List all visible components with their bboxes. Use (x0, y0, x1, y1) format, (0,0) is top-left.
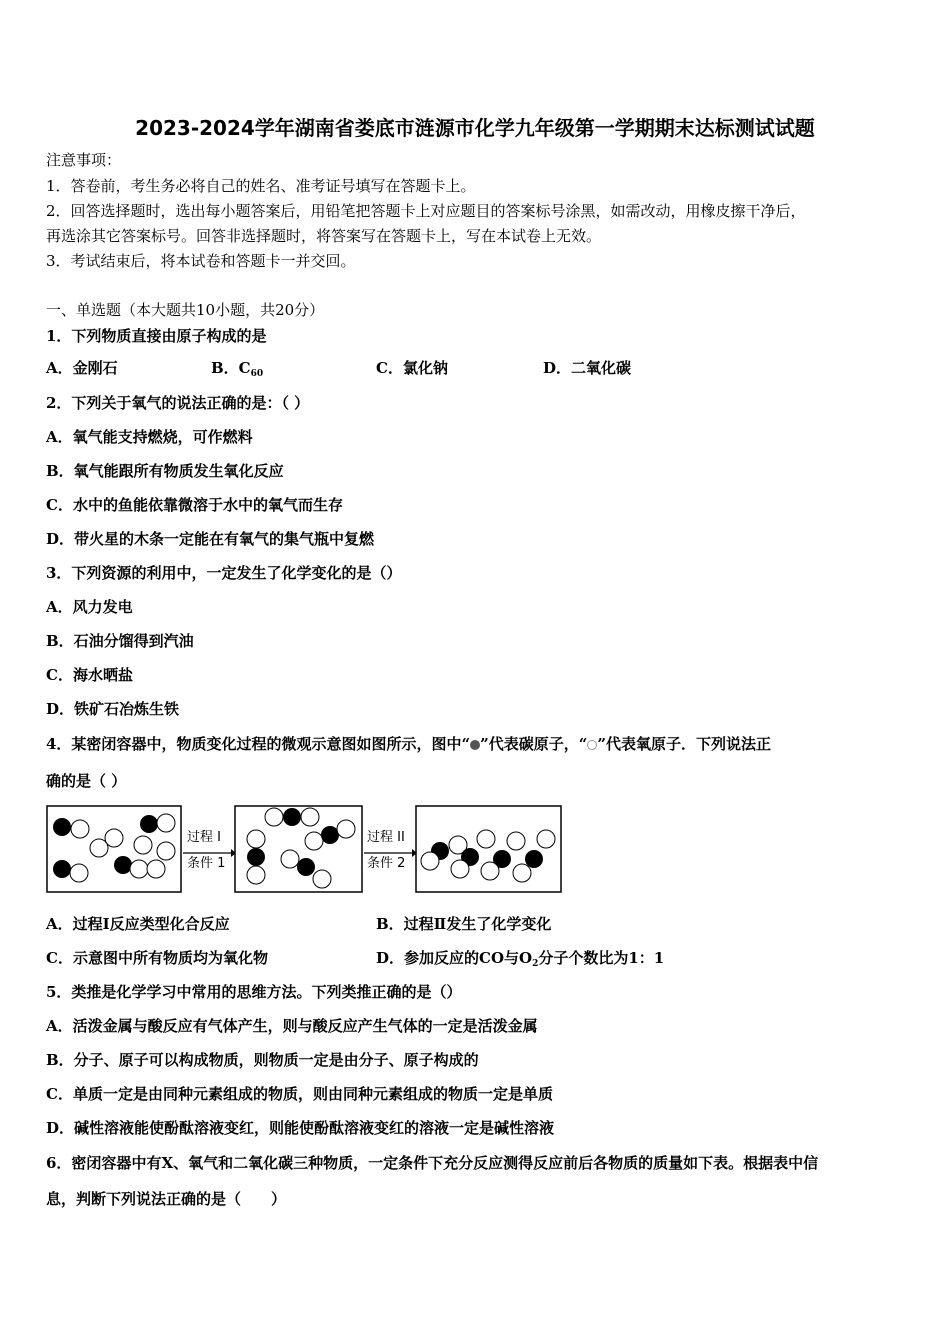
notes-item: 1．答卷前，考生务必将自己的姓名、准考证号填写在答题卡上。 (46, 177, 476, 195)
oxygen-atom (313, 870, 331, 888)
oxygen-atom (513, 864, 531, 882)
q5-option-b: B．分子、原子可以构成物质，则物质一定是由分子、原子构成的 (46, 1051, 479, 1069)
q1-option-b: B．$C_{60}$ (211, 359, 264, 379)
oxygen-atom (421, 852, 439, 870)
oxygen-atom (537, 830, 555, 848)
carbon-atom (321, 826, 339, 844)
question-4-stem-cont: 确的是（ ） (46, 772, 127, 790)
q5-option-a: A．活泼金属与酸反应有气体产生，则与酸反应产生气体的一定是活泼金属 (46, 1017, 538, 1035)
oxygen-atom (90, 839, 108, 857)
carbon-atom (53, 860, 71, 878)
notes-item: 3．考试结束后，将本试卷和答题卡一并交回。 (46, 252, 356, 270)
q2-option-c: C．水中的鱼能依靠微溶于水中的氧气而生存 (46, 496, 343, 514)
reaction-diagram (46, 803, 566, 895)
notes-heading: 注意事项： (46, 151, 122, 169)
q3-option-a: A．风力发电 (46, 598, 133, 616)
question-1-stem: 1．下列物质直接由原子构成的是 (46, 327, 267, 345)
oxygen-atom (70, 864, 88, 882)
question-3-stem: 3．下列资源的利用中，一定发生了化学变化的是（） (46, 564, 402, 582)
carbon-atom (297, 858, 315, 876)
oxygen-atom (337, 820, 355, 838)
q4-option-c: C．示意图中所有物质均为氧化物 (46, 949, 268, 967)
oxygen-atom (477, 830, 495, 848)
q4-option-a: A．过程Ⅰ反应类型化合反应 (46, 915, 230, 933)
oxygen-atom (247, 866, 265, 884)
oxygen-atom (157, 842, 175, 860)
oxygen-atom (451, 860, 469, 878)
oxygen-atom (247, 830, 265, 848)
q3-option-c: C．海水晒盐 (46, 666, 133, 684)
oxygen-atom (507, 832, 525, 850)
oxygen-atom (481, 862, 499, 880)
process-1-condition: 条件 1 (187, 856, 226, 871)
carbon-atom (53, 818, 71, 836)
question-6-stem: 6．密闭容器中有X、氧气和二氧化碳三种物质，一定条件下充分反应测得反应前后各物质的质量如下表。根据表中信 (46, 1154, 819, 1172)
question-4-stem: 4．某密闭容器中，物质变化过程的微观示意图如图所示，图中“ ”代表碳原子，“ ”代表氧原子．下列说法正 (46, 735, 771, 753)
q3-option-b: B．石油分馏得到汽油 (46, 632, 194, 650)
q3-option-d: D．铁矿石冶炼生铁 (46, 700, 180, 718)
q1-option-c: C．氯化钠 (376, 359, 448, 377)
carbon-atom (525, 850, 543, 868)
notes-item: 2．回答选择题时，选出每小题答案后，用铅笔把答题卡上对应题目的答案标号涂黑，如需改动，用橡皮擦干净后， (46, 202, 806, 220)
question-2-stem: 2．下列关于氧气的说法正确的是：（ ） (46, 394, 310, 412)
oxygen-atom (281, 850, 299, 868)
q1-option-a: A．金刚石 (46, 359, 118, 377)
oxygen-atom (301, 808, 319, 826)
q2-option-b: B．氧气能跟所有物质发生氧化反应 (46, 462, 284, 480)
oxygen-atom (130, 860, 148, 878)
oxygen-atom (147, 860, 165, 878)
process-1-label: 过程 I (187, 830, 221, 845)
carbon-atom (114, 856, 132, 874)
q4-option-b: B．过程Ⅱ发生了化学变化 (376, 915, 552, 933)
question-5-stem: 5．类推是化学学习中常用的思维方法。下列类推正确的是（） (46, 983, 462, 1001)
notes-item: 再选涂其它答案标号。回答非选择题时，将答案写在答题卡上，写在本试卷上无效。 (46, 227, 602, 245)
carbon-atom (283, 808, 301, 826)
process-2-condition: 条件 2 (367, 856, 406, 871)
oxygen-atom (305, 832, 323, 850)
question-6-stem-cont: 息，判断下列说法正确的是（ ） (46, 1190, 287, 1208)
carbon-atom (247, 848, 265, 866)
q5-option-c: C．单质一定是由同种元素组成的物质，则由同种元素组成的物质一定是单质 (46, 1085, 553, 1103)
oxygen-atom-icon (587, 740, 597, 750)
q5-option-d: D．碱性溶液能使酚酞溶液变红，则能使酚酞溶液变红的溶液一定是碱性溶液 (46, 1119, 555, 1137)
q2-option-a: A．氧气能支持燃烧，可作燃料 (46, 428, 253, 446)
oxygen-atom (265, 808, 283, 826)
q1-option-d: D．二氧化碳 (543, 359, 632, 377)
oxygen-atom (71, 820, 89, 838)
q4-option-d: D．参加反应的CO与$O_2$分子个数比为1：1 (376, 949, 665, 969)
section-heading: 一、单选题（本大题共10小题，共20分） (46, 301, 325, 319)
carbon-atom (140, 815, 158, 833)
q2-option-d: D．带火星的木条一定能在有氧气的集气瓶中复燃 (46, 530, 375, 548)
page-title: 2023-2024学年湖南省娄底市涟源市化学九年级第一学期期末达标测试试题 (135, 116, 815, 140)
process-2-label: 过程 II (367, 830, 405, 845)
oxygen-atom (134, 836, 152, 854)
oxygen-atom (157, 814, 175, 832)
carbon-atom-icon (470, 740, 480, 750)
